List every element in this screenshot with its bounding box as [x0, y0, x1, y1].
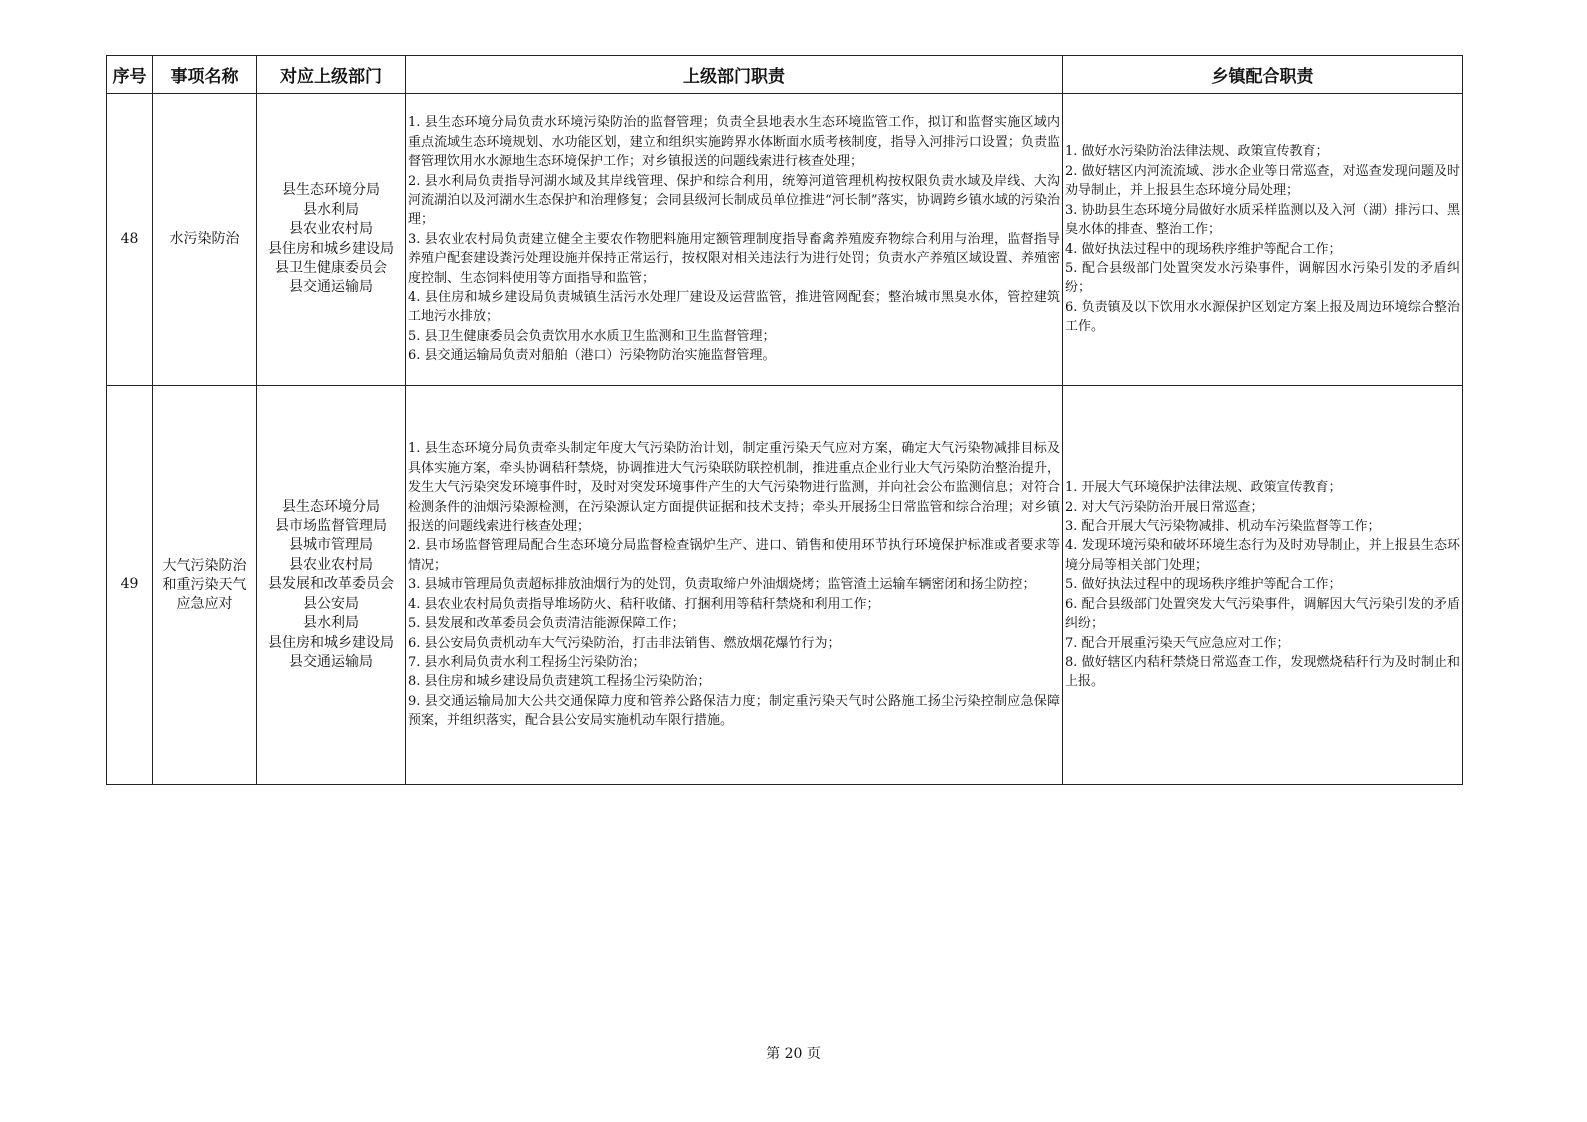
- header-superior-duties: 上级部门职责: [406, 56, 1063, 94]
- duty-item: 4. 县住房和城乡建设局负责城镇生活污水处理厂建设及运营监管，推进管网配套；整治城市黑臭水体，管控建筑工地污水排放；: [408, 290, 1060, 325]
- department-name: 县发展和改革委员会: [268, 576, 394, 593]
- header-town-duties: 乡镇配合职责: [1063, 56, 1463, 94]
- header-departments: 对应上级部门: [257, 56, 406, 94]
- department-name: 县城市管理局: [289, 537, 373, 554]
- town-duty-item: 2. 对大气污染防治开展日常巡查；: [1065, 499, 1264, 515]
- town-duty-item: 4. 发现环境污染和破坏环境生态行为及时劝导制止，并上报县生态环境分局等相关部门处理；: [1065, 538, 1460, 573]
- duty-item: 9. 县交通运输局加大公共交通保障力度和管养公路保洁力度；制定重污染天气时公路施工扬尘污染控制应急保障预案，并组织落实，配合县公安局实施机动车限行措施。: [408, 693, 1060, 729]
- table-header-row: [107, 56, 1463, 94]
- department-name: 县水利局: [303, 615, 359, 632]
- town-duty-item: 6. 负责镇及以下饮用水水源保护区划定方案上报及周边环境综合整治工作。: [1065, 299, 1460, 335]
- town-duty-item: 1. 做好水污染防治法律法规、政策宣传教育；: [1065, 144, 1329, 160]
- town-duty-item: 6. 配合县级部门处置突发大气污染事件，调解因大气污染引发的矛盾纠纷；: [1065, 596, 1460, 632]
- town-duty-item: 3. 协助县生态环境分局做好水质采样监测以及入河（湖）排污口、黑臭水体的排查、整治工作；: [1065, 202, 1460, 238]
- table-row: [107, 94, 1463, 386]
- department-name: 县公安局: [303, 595, 359, 612]
- duty-item: 5. 县卫生健康委员会负责饮用水水质卫生监测和卫生监督管理；: [408, 328, 776, 344]
- duty-item: 1. 县生态环境分局负责水环境污染防治的监督管理；负责全县地表水生态环境监管工作，拟订和监督实施区域内重点流域生态环境规划、水功能区划，建立和组织实施跨界水体断面水质考核制度，指导入河排污口设置；负责监督管理饮用水水源地生态环境保护工作；对乡镇报送的问题线索进行核查处理；: [408, 115, 1060, 170]
- row-departments: [257, 386, 406, 785]
- item-name-line: 大气污染防治: [162, 557, 247, 574]
- row-seq: 48: [107, 94, 153, 386]
- row-seq: 49: [107, 386, 153, 785]
- responsibility-table-container: [106, 55, 1462, 785]
- department-name: 县生态环境分局: [282, 498, 380, 515]
- duty-item: 5. 县发展和改革委员会负责清洁能源保障工作；: [408, 616, 685, 632]
- duty-item: 7. 县水利局负责水利工程扬尘污染防治；: [408, 654, 646, 670]
- responsibility-table: [106, 55, 1463, 785]
- item-name-line: 应急应对: [176, 595, 233, 612]
- duty-item: 8. 县住房和城乡建设局负责建筑工程扬尘污染防治；: [408, 674, 711, 690]
- row-departments: [257, 94, 406, 386]
- town-duty-item: 5. 配合县级部门处置突发水污染事件，调解因水污染引发的矛盾纠纷；: [1065, 260, 1460, 296]
- duty-item: 4. 县农业农村局负责指导堆场防火、秸秆收储、打捆利用等秸秆禁烧和利用工作；: [408, 596, 880, 612]
- duty-item: 3. 县城市管理局负责超标排放油烟行为的处罚，负责取缔户外油烟烧烤；监管渣土运输车辆密闭和扬尘防控；: [408, 577, 1036, 593]
- duty-item: 2. 县水利局负责指导河湖水域及其岸线管理、保护和综合利用，统筹河道管理机构按权限负责水域及岸线、大沟河流湖泊以及河湖水生态保护和治理修复；会同县级河长制成员单位推进“河长制”落实，协调跨乡镇水域的污染治理；: [408, 173, 1060, 228]
- table-row: [107, 386, 1463, 785]
- row-item-name: 水污染防治: [153, 94, 257, 386]
- town-duty-item: 2. 做好辖区内河流流域、涉水企业等日常巡查，对巡查发现问题及时劝导制止，并上报县生态环境分局处理；: [1065, 163, 1460, 199]
- town-duty-item: 3. 配合开展大气污染物减排、机动车污染监督等工作；: [1065, 519, 1381, 535]
- department-name: 县住房和城乡建设局: [268, 634, 394, 651]
- duty-item: 1. 县生态环境分局负责牵头制定年度大气污染防治计划，制定重污染天气应对方案，确定大气污染物减排目标及具体实施方案，牵头协调秸秆禁烧，协调推进大气污染联防联控机制，推进重点企业行业大气污染防治整治提升，发生大气污染突发环境事件时，及时对突发环境事件产生的大气污染物进行监测，并向社会公布监测信息；对符合检测条件的油烟污染源检测，在污染源认定方面提供证据和技术支持；牵头开展扬尘日常监管和综合治理；对乡镇报送的问题线索进行核查处理；: [408, 441, 1060, 535]
- department-name: 县住房和城乡建设局: [268, 240, 394, 257]
- row-town-duties: [1063, 386, 1463, 785]
- department-name: 县交通运输局: [289, 279, 373, 296]
- town-duty-item: 5. 做好执法过程中的现场秩序维护等配合工作；: [1065, 577, 1342, 593]
- header-seq: 序号: [107, 56, 153, 94]
- department-name: 县生态环境分局: [282, 182, 380, 199]
- row-superior-duties: [406, 386, 1063, 785]
- town-duty-item: 8. 做好辖区内秸秆禁烧日常巡查工作，发现燃烧秸秆行为及时制止和上报。: [1065, 654, 1460, 690]
- duty-item: 6. 县交通运输局负责对船舶（港口）污染物防治实施监督管理。: [408, 348, 776, 364]
- duty-item: 6. 县公安局负责机动车大气污染防治，打击非法销售、燃放烟花爆竹行为；: [408, 635, 841, 651]
- row-superior-duties: [406, 94, 1063, 386]
- department-name: 县农业农村局: [289, 556, 373, 573]
- department-name: 县卫生健康委员会: [275, 259, 387, 276]
- town-duty-item: 4. 做好执法过程中的现场秩序维护等配合工作；: [1065, 241, 1342, 257]
- item-name-line: 和重污染天气: [162, 576, 247, 593]
- duty-item: 3. 县农业农村局负责建立健全主要农作物肥料施用定额管理制度指导畜禽养殖废弃物综合利用与治理，监督指导养殖户配套建设粪污处理设施并保持正常运行，按权限对相关违法行为进行处罚；负责水产养殖区域设置、养殖密度控制、生态饲料使用等方面指导和监管；: [408, 231, 1060, 286]
- department-name: 县市场监督管理局: [275, 518, 387, 535]
- town-duty-item: 7. 配合开展重污染天气应急应对工作；: [1065, 635, 1290, 651]
- header-item-name: 事项名称: [153, 56, 257, 94]
- row-item-name: [153, 386, 257, 785]
- department-name: 县农业农村局: [289, 221, 373, 238]
- department-name: 县交通运输局: [289, 653, 373, 670]
- duty-item: 2. 县市场监督管理局配合生态环境分局监督检查锅炉生产、进口、销售和使用环节执行环境保护标准或者要求等情况；: [408, 538, 1060, 573]
- row-town-duties: [1063, 94, 1463, 386]
- town-duty-item: 1. 开展大气环境保护法律法规、政策宣传教育；: [1065, 480, 1342, 496]
- page-number: 第 20 页: [766, 1046, 821, 1062]
- department-name: 县水利局: [303, 201, 359, 218]
